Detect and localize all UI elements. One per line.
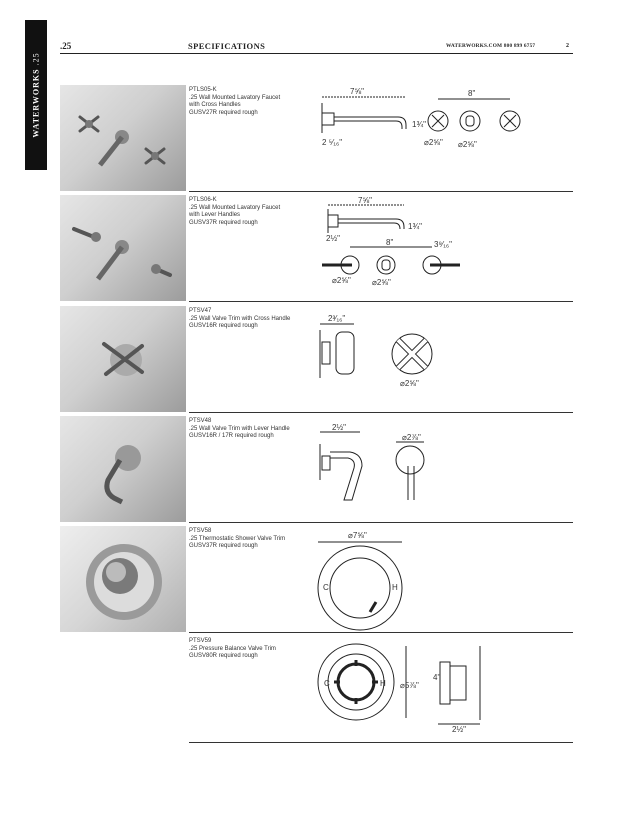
dimension-drawing: [60, 636, 573, 742]
dim-label: ⌀2⅝": [424, 138, 443, 147]
product-row: [60, 85, 573, 191]
dimension-drawing: [60, 85, 573, 191]
section-number: .25: [60, 41, 72, 51]
product-name: .25 Wall Mounted Lavatory Faucet: [189, 204, 281, 211]
product-name: .25 Wall Valve Trim with Lever Handle: [189, 425, 290, 432]
dim-label: 8": [386, 238, 394, 247]
dim-label: ⌀2⅝": [458, 140, 477, 149]
product-variant: with Cross Handles: [189, 102, 241, 108]
dimension-drawing: [60, 526, 573, 632]
product-variant: with Lever Handles: [189, 212, 241, 218]
page-title: SPECIFICATIONS: [188, 41, 266, 51]
rough-requirement: GUSV37R required rough: [189, 219, 258, 226]
dim-label: C: [324, 679, 330, 688]
rough-requirement: GUSV16R / 17R required rough: [189, 433, 274, 439]
dim-label: ⌀2⅝": [372, 278, 391, 287]
dim-label: 1¾": [408, 222, 422, 231]
dimension-drawing: [60, 306, 573, 412]
product-row: [60, 195, 573, 301]
dim-label: 2½": [332, 423, 346, 432]
dim-label: 2³⁄₁₆": [328, 314, 346, 323]
dim-label: 7⅝": [350, 87, 364, 96]
product-sku: PTLS05-K: [189, 87, 217, 93]
product-sku: PTLS06-K: [189, 197, 217, 203]
dim-label: ⌀2⅞": [402, 433, 421, 442]
product-sku: PTSV48: [189, 418, 212, 424]
brand-sidebar: [25, 20, 47, 170]
dim-label: 4": [433, 673, 441, 682]
row-divider: [189, 632, 573, 633]
dimension-drawing: [60, 195, 573, 301]
product-row: [60, 306, 573, 412]
row-divider: [189, 301, 573, 302]
product-row: [60, 636, 573, 742]
product-sku: PTSV47: [189, 308, 212, 314]
dim-label: C: [323, 583, 329, 592]
page-number: 2: [566, 43, 569, 49]
dim-label: ⌀2⅝": [400, 379, 419, 388]
sidebar-brand: WATERWORKS: [31, 68, 41, 138]
row-divider: [189, 191, 573, 192]
product-name: .25 Wall Valve Trim with Cross Handle: [189, 315, 291, 322]
dim-label: H: [392, 583, 398, 592]
dim-label: H: [380, 679, 386, 688]
contact-info: WATERWORKS.COM 800 899 6757: [446, 43, 536, 49]
dim-label: 3⁹⁄₁₆": [434, 240, 452, 249]
header-divider: [60, 53, 573, 54]
product-row: [60, 416, 573, 522]
dimension-drawing: [60, 416, 573, 522]
sidebar-collection: .25: [31, 52, 41, 66]
dim-label: ⌀7⅝": [348, 531, 367, 540]
dim-label: 8": [468, 89, 476, 98]
rough-requirement: GUSV37R required rough: [189, 543, 258, 549]
row-divider: [189, 522, 573, 523]
dim-label: 2 ⁵⁄₁₆": [322, 138, 343, 147]
product-name: .25 Pressure Balance Valve Trim: [189, 645, 276, 652]
product-sku: PTSV58: [189, 528, 212, 534]
sidebar-label: [32, 52, 41, 137]
dim-label: 1¾": [412, 120, 426, 129]
row-divider: [189, 412, 573, 413]
product-name: .25 Wall Mounted Lavatory Faucet: [189, 94, 281, 101]
row-divider: [189, 742, 573, 743]
dim-label: 7⅝": [358, 196, 372, 205]
dim-label: 2½": [452, 725, 466, 734]
product-sku: PTSV59: [189, 638, 212, 644]
rough-requirement: GUSV27R required rough: [189, 109, 258, 116]
dim-label: ⌀2⅝": [332, 276, 351, 285]
dim-label: 2½": [326, 234, 340, 243]
rough-requirement: GUSV16R required rough: [189, 323, 258, 329]
product-row: [60, 526, 573, 632]
rough-requirement: GUSV80R required rough: [189, 653, 258, 659]
product-name: .25 Thermostatic Shower Valve Trim: [189, 535, 286, 542]
dim-label: ⌀5⅞": [400, 681, 419, 690]
